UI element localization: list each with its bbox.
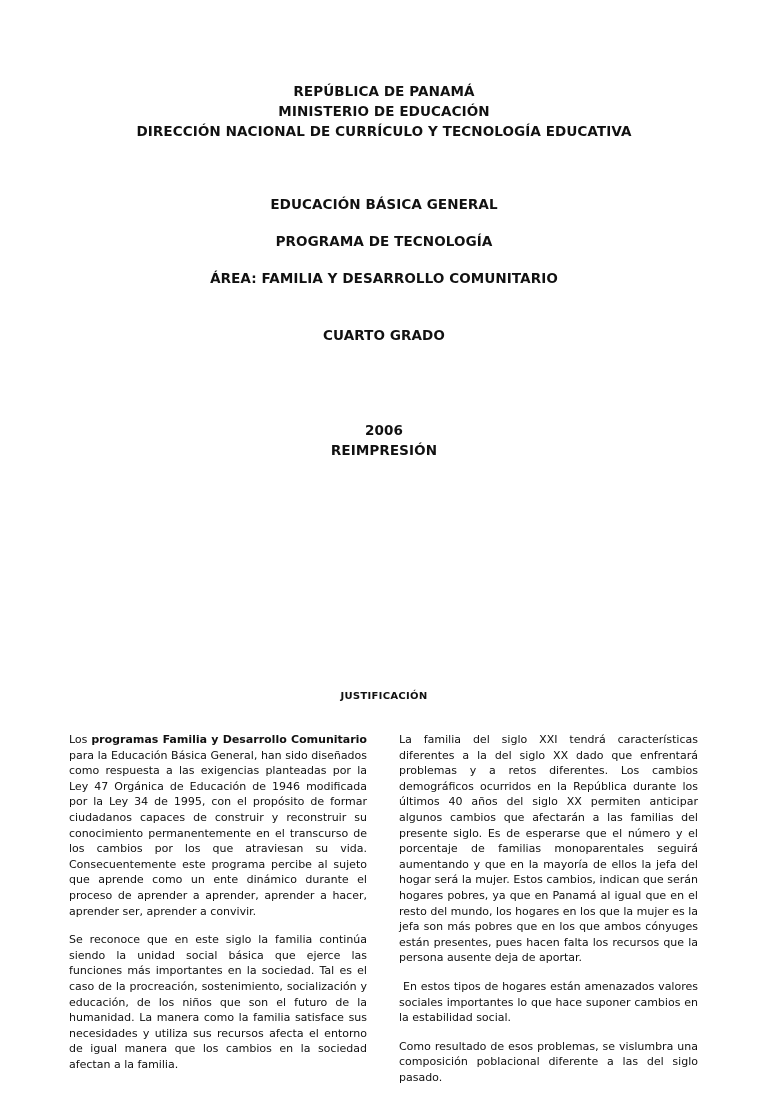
right-column <box>399 732 698 1098</box>
edition-block <box>0 421 768 461</box>
paragraph: En estos tipos de hogares están amenazados valores sociales importantes lo que hace suponer cambios en la estabilidad social. <box>399 979 698 1025</box>
area-title: ÁREA: FAMILIA Y DESARROLLO COMUNITARIO <box>210 271 558 287</box>
reprint-label: REIMPRESIÓN <box>330 443 438 459</box>
paragraph: La familia del siglo XXI tendrá características diferentes a la del siglo XX dado que enfrentará problemas y a retos diferentes. Los cambios demográficos ocurridos en la República durante los últimos 40 años del siglo XX permiten anticipar algunos cambios que afectarán a las familias del presente siglo. Es de esperarse que el número y el porcentaje de familias monoparentales seguirá aumentando y que en la mayoría de ellos la jefa del hogar será la mujer. Estos cambios, indican que serán hogares pobres, ya que en Panamá al igual que en el resto del mundo, los hogares en los que la mujer es la jefa son más pobres que en los que ambos cónyuges están presentes, pues hacen falta los recursos que la persona ausente deja de aportar. <box>399 733 698 965</box>
ministry-title: MINISTERIO DE EDUCACIÓN <box>278 104 490 120</box>
left-column <box>69 732 367 1085</box>
program-title: PROGRAMA DE TECNOLOGÍA <box>275 234 493 250</box>
section-title: JUSTIFICACIÓN <box>340 691 428 702</box>
paragraph: Como resultado de esos problemas, se vislumbra una composición poblacional diferente a las del siglo pasado. <box>399 1039 698 1084</box>
paragraph-text: Los <box>69 733 92 746</box>
level-title: EDUCACIÓN BÁSICA GENERAL <box>270 197 498 213</box>
bold-program-name: programas Familia y Desarrollo Comunitario <box>91 733 367 746</box>
grade-title: CUARTO GRADO <box>323 328 445 344</box>
year-label: 2006 <box>365 423 403 439</box>
directorate-title: DIRECCIÓN NACIONAL DE CURRÍCULO Y TECNOLOGÍA EDUCATIVA <box>136 124 632 140</box>
country-title: REPÚBLICA DE PANAMÁ <box>293 84 475 100</box>
paragraph-text: para la Educación Básica General, han sido diseñados como respuesta a las exigencias planteadas por la Ley 47 Orgánica de Educación de 1946 modificada por la Ley 34 de 1995, con el propósito de formar ciudadanos capaces de construir y reconstruir su conocimiento permanentemente en el transcurso de los cambios por los que atraviesan su vida. Consecuentemente este programa percibe al sujeto que aprende como un ente dinámico durante el proceso de aprender a aprender, aprender a hacer, aprender ser, aprender a convivir. <box>69 748 367 918</box>
document-header <box>0 82 768 142</box>
paragraph <box>69 732 367 919</box>
paragraph: Se reconoce que en este siglo la familia continúa siendo la unidad social básica que ejerce las funciones más importantes en la sociedad. Tal es el caso de la procreación, sostenimiento, socialización y educación, de los niños que son el futuro de la humanidad. La manera como la familia satisface sus necesidades y utiliza sus recursos afecta el entorno de igual manera que los cambios en la sociedad afectan a la familia. <box>69 933 367 1071</box>
